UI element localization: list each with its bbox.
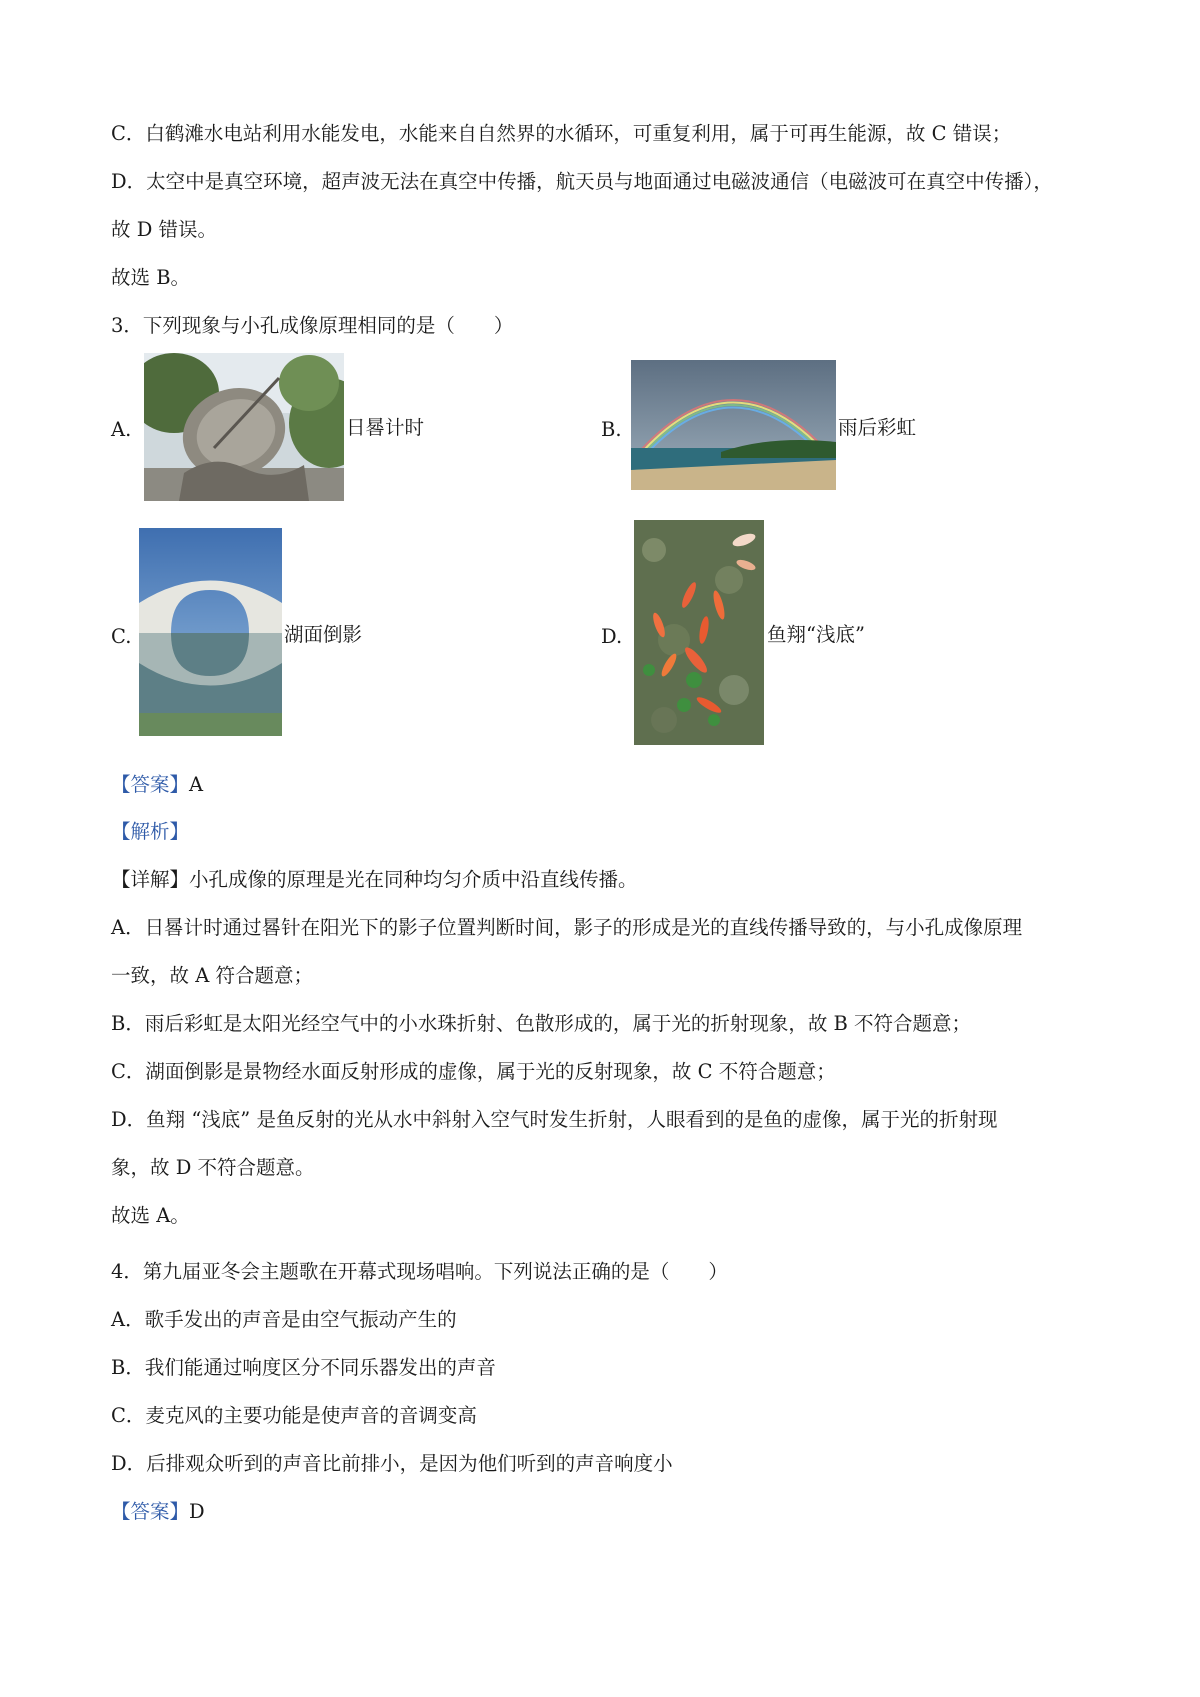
q3-option-a-letter: A. xyxy=(111,418,132,441)
q3-explain-d-line1: D．鱼翔 “浅底” 是鱼反射的光从水中斜射入空气时发生折射，人眼看到的是鱼的虚像，属于光的折射现 xyxy=(111,1108,998,1131)
answer-tag: 【答案】 xyxy=(111,773,190,796)
q2-option-c-explanation: C．白鹤滩水电站利用水能发电，水能来自自然界的水循环，可重复利用，属于可再生能源，故 C 错误； xyxy=(111,122,1012,145)
q2-option-d-explanation-line1: D．太空中是真空环境，超声波无法在真空中传播，航天员与地面通过电磁波通信（电磁波可在真空中传播）， xyxy=(111,170,1053,193)
koi-pond-photo xyxy=(634,520,764,745)
q3-detail-line xyxy=(111,866,638,894)
q3-option-d-label: 鱼翔“浅底” xyxy=(767,623,865,646)
q4-option-a: A．歌手发出的声音是由空气振动产生的 xyxy=(111,1308,457,1331)
q3-explain-a-line2: 一致，故 A 符合题意； xyxy=(111,964,313,987)
q3-stem: 3．下列现象与小孔成像原理相同的是（ ） xyxy=(111,314,514,337)
q3-answer-line xyxy=(111,771,203,799)
q3-option-d-letter: D. xyxy=(601,625,623,648)
answer-value: D xyxy=(189,1500,205,1523)
answer-tag: 【答案】 xyxy=(111,1500,190,1523)
q3-explain-b: B．雨后彩虹是太阳光经空气中的小水珠折射、色散形成的，属于光的折射现象，故 B 不符合题意； xyxy=(111,1012,972,1035)
q3-conclusion: 故选 A。 xyxy=(111,1204,190,1227)
q3-explain-c: C．湖面倒影是景物经水面反射形成的虚像，属于光的反射现象，故 C 不符合题意； xyxy=(111,1060,836,1083)
rainbow-photo xyxy=(631,360,836,490)
detail-tag: 【详解】 xyxy=(111,868,190,891)
q4-option-b: B．我们能通过响度区分不同乐器发出的声音 xyxy=(111,1356,496,1379)
q2-conclusion: 故选 B。 xyxy=(111,266,191,289)
sundial-photo xyxy=(144,353,344,501)
q3-option-b-letter: B. xyxy=(601,418,622,441)
detail-text: 小孔成像的原理是光在同种均匀介质中沿直线传播。 xyxy=(189,868,638,891)
q3-option-b-label: 雨后彩虹 xyxy=(838,416,917,439)
q3-explain-a-line1: A．日晷计时通过晷针在阳光下的影子位置判断时间，影子的形成是光的直线传播导致的，与小孔成像原理 xyxy=(111,916,1023,939)
q3-explain-d-line2: 象，故 D 不符合题意。 xyxy=(111,1156,315,1179)
q4-option-c: C．麦克风的主要功能是使声音的音调变高 xyxy=(111,1404,477,1427)
analysis-tag: 【解析】 xyxy=(111,820,190,843)
answer-value: A xyxy=(189,773,204,796)
q3-option-a-label: 日晷计时 xyxy=(346,416,425,439)
q2-option-d-explanation-line2: 故 D 错误。 xyxy=(111,218,218,241)
q4-option-d: D．后排观众听到的声音比前排小，是因为他们听到的声音响度小 xyxy=(111,1452,673,1475)
q4-stem: 4．第九届亚冬会主题歌在开幕式现场唱响。下列说法正确的是（ ） xyxy=(111,1260,728,1283)
q3-option-c-label: 湖面倒影 xyxy=(284,623,363,646)
q3-option-c-letter: C. xyxy=(111,625,132,648)
bridge-reflection-photo xyxy=(139,528,282,736)
q4-answer-line xyxy=(111,1498,205,1526)
